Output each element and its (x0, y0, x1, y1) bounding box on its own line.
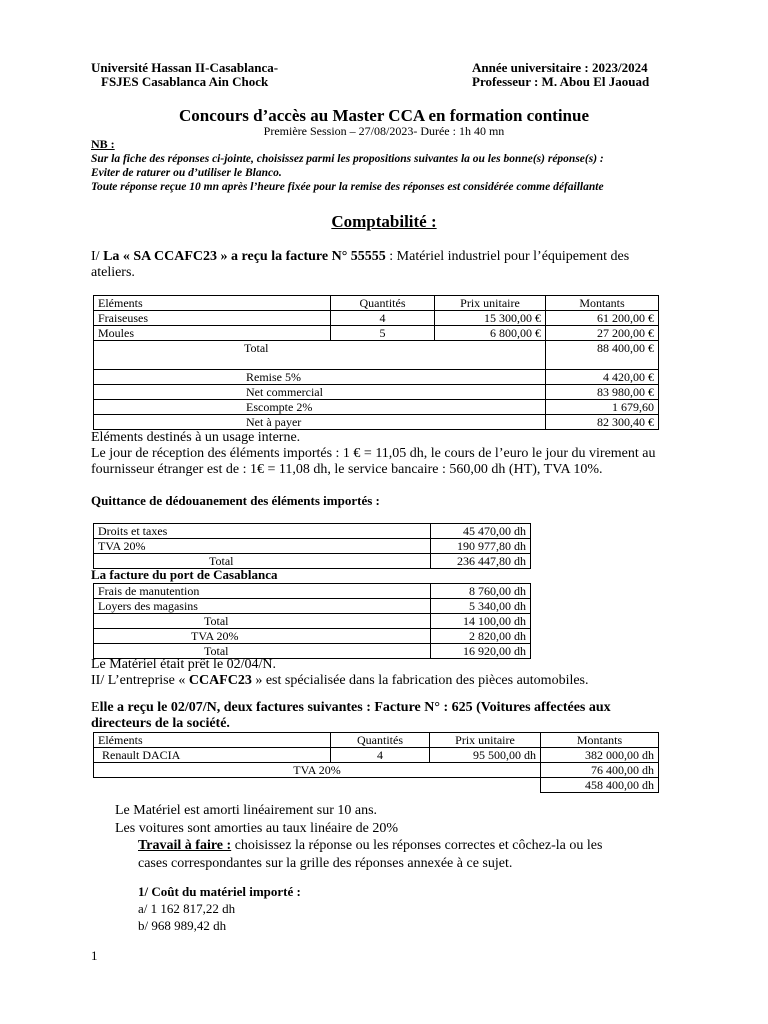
page-number: 1 (91, 948, 98, 963)
text1-line2: Le jour de réception des éléments importés : 1 € = 11,05 dh, le cours de l’euro le jour du virement au (91, 446, 656, 461)
port-table (93, 583, 531, 659)
net-payer-value: 82 300,40 € (546, 415, 659, 430)
part1-rest-line2: ateliers. (91, 265, 135, 280)
customs-label: TVA 20% (94, 539, 431, 554)
table-row (94, 733, 659, 748)
net-commercial-value: 83 980,00 € (546, 385, 659, 400)
port-tva-label: TVA 20% (94, 629, 431, 644)
port-value: 8 760,00 dh (431, 584, 531, 599)
tva-value: 76 400,00 dh (541, 763, 659, 778)
university-name: Université Hassan II-Casablanca- (91, 60, 279, 75)
header-cell: Eléments (94, 733, 331, 748)
port-label: Frais de manutention (94, 584, 431, 599)
customs-total-label: Total (94, 554, 431, 569)
nb-label: NB : (91, 137, 115, 151)
customs-title: Quittance de dédouanement des éléments importés : (91, 493, 380, 508)
port-total2-value: 16 920,00 dh (431, 644, 531, 659)
header-cell: Montants (541, 733, 659, 748)
remise-label: Remise 5% (94, 370, 546, 385)
cell-amount: 61 200,00 € (546, 311, 659, 326)
total-value: 88 400,00 € (546, 341, 659, 370)
part1-heading (91, 249, 671, 265)
cell-price: 15 300,00 € (435, 311, 546, 326)
table-row (94, 748, 659, 763)
cell-element: Moules (94, 326, 331, 341)
net-payer-label: Net à payer (94, 415, 546, 430)
session-info: Première Session – 27/08/2023- Durée : 1h 40 mn (263, 124, 505, 138)
escompte-value: 1 679,60 (546, 400, 659, 415)
nb-line-3: Toute réponse reçue 10 mn après l’heure fixée pour la remise des réponses est considérée comme défaillante (91, 181, 604, 193)
header-cell: Prix unitaire (435, 296, 546, 311)
work-line1 (138, 838, 602, 854)
port-total2-label: Total (94, 644, 431, 659)
table-row (94, 584, 531, 599)
text1-line1: Eléments destinés à un usage interne. (91, 430, 301, 445)
nb-line-2: Eviter de raturer ou d’utiliser le Blanco. (91, 167, 282, 179)
cell-amount: 27 200,00 € (546, 326, 659, 341)
table-row (94, 539, 531, 554)
work-label: Travail à faire : (138, 838, 232, 853)
nb-line-1: Sur la fiche des réponses ci-jointe, choisissez parmi les propositions suivantes la ou les bonne(s) réponse(s) : (91, 153, 604, 165)
table-row (94, 326, 659, 341)
text2-line2 (91, 673, 589, 689)
part2-line2: directeurs de la société. (91, 716, 230, 731)
text3-line1: Le Matériel est amorti linéairement sur 10 ans. (115, 803, 378, 818)
company-name: CCAFC23 (188, 673, 252, 688)
part2-text: lle a reçu le 02/07/N, deux factures suivantes : Facture N° : 625 (Voitures affectées aux (99, 700, 611, 715)
part2-line1 (91, 700, 611, 716)
invoice2-table (93, 732, 659, 793)
text2-part-a: II/ L’entreprise « (91, 673, 189, 688)
port-total-label: Total (94, 614, 431, 629)
question1-option-a: a/ 1 162 817,22 dh (138, 901, 236, 916)
cell-price: 6 800,00 € (435, 326, 546, 341)
table-row (94, 763, 659, 778)
total-label: Total (94, 341, 546, 370)
tva-label: TVA 20% (94, 763, 541, 778)
header-cell: Eléments (94, 296, 331, 311)
header-cell: Prix unitaire (430, 733, 541, 748)
work-text: choisissez la réponse ou les réponses correctes et côchez-la ou les (231, 838, 603, 853)
port-total-value: 14 100,00 dh (431, 614, 531, 629)
table-row (94, 629, 531, 644)
total-value: 458 400,00 dh (541, 778, 659, 793)
cell-element: Fraiseuses (94, 311, 331, 326)
work-line2: cases correspondantes sur la grille des réponses annexée à ce sujet. (138, 856, 513, 871)
port-value: 5 340,00 dh (431, 599, 531, 614)
question1-option-b: b/ 968 989,42 dh (138, 918, 227, 933)
table-row (94, 296, 659, 311)
table-row (94, 370, 659, 385)
port-tva-value: 2 820,00 dh (431, 629, 531, 644)
table-row (94, 385, 659, 400)
part1-rest: : Matériel industriel pour l’équipement des (385, 249, 630, 264)
text2-part-c: » est spécialisée dans la fabrication des pièces automobiles. (251, 673, 589, 688)
customs-value: 45 470,00 dh (431, 524, 531, 539)
table-row (94, 524, 531, 539)
cell-amount: 382 000,00 dh (541, 748, 659, 763)
faculty-name: FSJES Casablanca Ain Chock (101, 74, 269, 89)
academic-year: Année universitaire : 2023/2024 (472, 60, 648, 75)
table-row (94, 778, 659, 793)
text2-line1: Le Matériel était prêt le 02/04/N. (91, 657, 277, 672)
customs-value: 190 977,80 dh (431, 539, 531, 554)
header-cell: Montants (546, 296, 659, 311)
question1-title: 1/ Coût du matériel importé : (138, 884, 301, 899)
customs-table (93, 523, 531, 569)
customs-total-value: 236 447,80 dh (431, 554, 531, 569)
port-title: La facture du port de Casablanca (91, 567, 278, 582)
table-row (94, 415, 659, 430)
cell-price: 95 500,00 dh (430, 748, 541, 763)
customs-label: Droits et taxes (94, 524, 431, 539)
table-row (94, 599, 531, 614)
professor-name: Professeur : M. Abou El Jaouad (472, 74, 650, 89)
part2-initial: E (91, 700, 100, 715)
header-cell: Quantités (331, 296, 435, 311)
section-title: Comptabilité : (331, 212, 437, 231)
page-title: Concours d’accès au Master CCA en formation continue (178, 106, 589, 125)
table-row (94, 341, 659, 370)
text3-line2: Les voitures sont amorties au taux linéaire de 20% (115, 821, 399, 836)
cell-qty: 4 (331, 748, 430, 763)
table-row (94, 400, 659, 415)
part1-bold: La « SA CCAFC23 » a reçu la facture N° 55555 (103, 249, 386, 264)
port-label: Loyers des magasins (94, 599, 431, 614)
cell-element: Renault DACIA (94, 748, 331, 763)
cell-qty: 4 (331, 311, 435, 326)
table-row (94, 311, 659, 326)
net-commercial-label: Net commercial (94, 385, 546, 400)
cell-qty: 5 (331, 326, 435, 341)
header-cell: Quantités (331, 733, 430, 748)
table-row (94, 614, 531, 629)
text1-line3: fournisseur étranger est de : 1€ = 11,08 dh, le service bancaire : 560,00 dh (HT), TVA 10%. (91, 462, 603, 477)
empty-cell (94, 778, 541, 793)
part1-prefix: I/ (91, 249, 104, 264)
invoice1-table (93, 295, 659, 430)
remise-value: 4 420,00 € (546, 370, 659, 385)
escompte-label: Escompte 2% (94, 400, 546, 415)
